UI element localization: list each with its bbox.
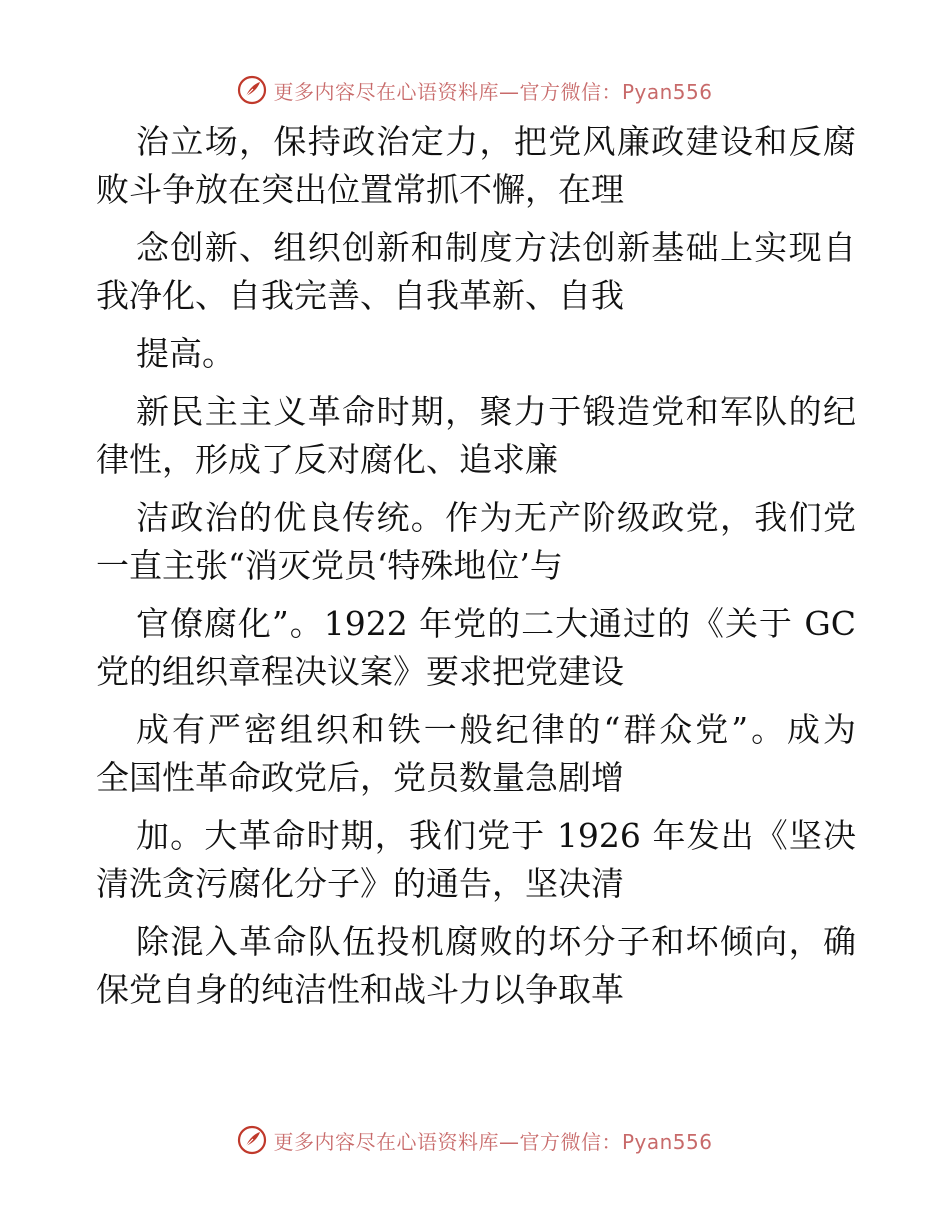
header-banner-text bbox=[273, 76, 712, 105]
paragraph bbox=[96, 600, 856, 696]
paragraph-line: 加。大革命时期，我们党于 1926 年发出《坚决 bbox=[136, 816, 856, 855]
paragraph bbox=[96, 224, 856, 320]
paragraph bbox=[96, 330, 856, 378]
footer-banner-separator: — bbox=[498, 1129, 520, 1154]
paragraph bbox=[96, 918, 856, 1014]
paragraph bbox=[96, 388, 856, 484]
quill-logo-icon bbox=[237, 1125, 267, 1155]
paragraph bbox=[96, 494, 856, 590]
quill-logo-icon bbox=[237, 75, 267, 105]
header-banner-separator: — bbox=[498, 79, 520, 104]
footer-banner-text bbox=[273, 1126, 712, 1155]
header-banner-wechat: 官方微信：Pyan556 bbox=[519, 79, 713, 104]
paragraph-line: 清洗贪污腐化分子》的通告，坚决清 bbox=[96, 864, 624, 903]
paragraph-line: 官僚腐化”。1922 年党的二大通过的《关于 GC bbox=[136, 604, 856, 643]
paragraph bbox=[96, 118, 856, 214]
paragraph-line: 新民主主义革命时期，聚力于锻造党和军队的纪 bbox=[136, 392, 856, 431]
paragraph-line: 除混入革命队伍投机腐败的坏分子和坏倾向，确 bbox=[136, 922, 856, 961]
body-text bbox=[96, 118, 856, 1024]
footer-banner-title: 更多内容尽在心语资料库 bbox=[273, 1129, 499, 1154]
paragraph-line: 败斗争放在突出位置常抓不懈，在理 bbox=[96, 170, 624, 209]
paragraph-line: 党的组织章程决议案》要求把党建设 bbox=[96, 652, 624, 691]
paragraph-line: 律性，形成了反对腐化、追求廉 bbox=[96, 440, 558, 479]
header-banner-title: 更多内容尽在心语资料库 bbox=[273, 79, 499, 104]
header-banner bbox=[0, 72, 950, 108]
paragraph-line: 保党自身的纯洁性和战斗力以争取革 bbox=[96, 970, 624, 1009]
paragraph-line: 念创新、组织创新和制度方法创新基础上实现自 bbox=[136, 228, 856, 267]
paragraph-line: 成有严密组织和铁一般纪律的“群众党”。成为 bbox=[136, 710, 856, 749]
footer-banner bbox=[0, 1122, 950, 1158]
paragraph-line: 全国性革命政党后，党员数量急剧增 bbox=[96, 758, 624, 797]
paragraph bbox=[96, 706, 856, 802]
paragraph-line: 一直主张“消灭党员‘特殊地位’与 bbox=[96, 546, 563, 585]
paragraph bbox=[96, 812, 856, 908]
paragraph-line: 我净化、自我完善、自我革新、自我 bbox=[96, 276, 624, 315]
paragraph-line: 治立场，保持政治定力，把党风廉政建设和反腐 bbox=[136, 122, 856, 161]
paragraph-line: 提高。 bbox=[136, 334, 235, 373]
footer-banner-wechat: 官方微信：Pyan556 bbox=[519, 1129, 713, 1154]
paragraph-line: 洁政治的优良传统。作为无产阶级政党，我们党 bbox=[136, 498, 856, 537]
